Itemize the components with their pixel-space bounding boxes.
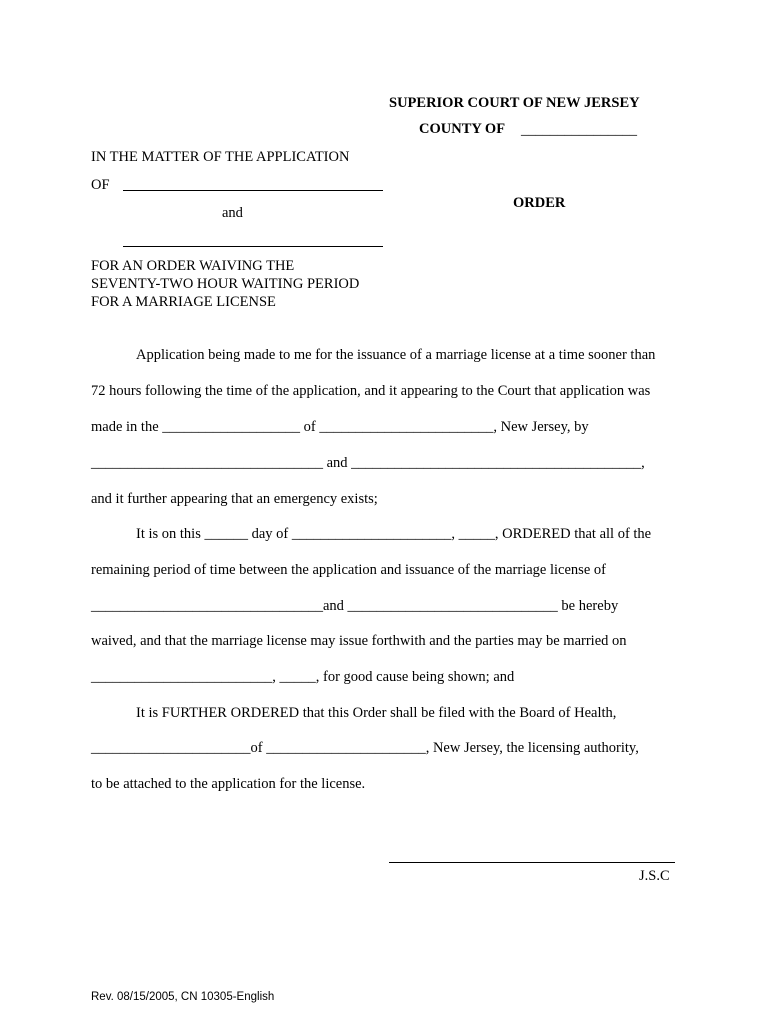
applicant-one-blank[interactable] bbox=[123, 190, 383, 191]
order-title: ORDER bbox=[513, 195, 566, 211]
body-line-5: and it further appearing that an emergency exists; bbox=[91, 491, 378, 507]
body-line-1: Application being made to me for the issuance of a marriage license at a time sooner than bbox=[136, 347, 656, 363]
matter-heading: IN THE MATTER OF THE APPLICATION bbox=[91, 149, 350, 165]
and-label: and bbox=[222, 205, 243, 221]
body-line-11: It is FURTHER ORDERED that this Order shall be filed with the Board of Health, bbox=[136, 705, 617, 721]
body-line-7: remaining period of time between the application and issuance of the marriage license of bbox=[91, 562, 606, 578]
purpose-line-3: FOR A MARRIAGE LICENSE bbox=[91, 294, 276, 310]
purpose-line-1: FOR AN ORDER WAIVING THE bbox=[91, 258, 295, 274]
body-line-12: ______________________of ______________________, New Jersey, the licensing authority, bbox=[91, 740, 639, 756]
of-label: OF bbox=[91, 177, 110, 193]
signature-line[interactable] bbox=[389, 862, 675, 863]
court-name: SUPERIOR COURT OF NEW JERSEY bbox=[389, 95, 640, 111]
purpose-line-2: SEVENTY-TWO HOUR WAITING PERIOD bbox=[91, 276, 360, 292]
body-line-13: to be attached to the application for the license. bbox=[91, 776, 366, 792]
county-label: COUNTY OF bbox=[419, 121, 506, 137]
revision-footer: Rev. 08/15/2005, CN 10305-English bbox=[91, 991, 275, 1003]
county-blank[interactable]: ________________ bbox=[521, 122, 637, 138]
body-line-9: waived, and that the marriage license may issue forthwith and the parties may be married on bbox=[91, 633, 627, 649]
body-line-10: _________________________, _____, for good cause being shown; and bbox=[91, 669, 515, 685]
body-line-2: 72 hours following the time of the application, and it appearing to the Court that application was bbox=[91, 383, 651, 399]
body-line-3: made in the ___________________ of ________________________, New Jersey, by bbox=[91, 419, 589, 435]
body-line-8: ________________________________and _____________________________ be hereby bbox=[91, 598, 619, 614]
judge-title: J.S.C bbox=[639, 868, 670, 884]
applicant-two-blank[interactable] bbox=[123, 246, 383, 247]
body-line-4: ________________________________ and ________________________________________, bbox=[91, 455, 645, 471]
body-line-6: It is on this ______ day of ______________________, _____, ORDERED that all of the bbox=[136, 526, 652, 542]
